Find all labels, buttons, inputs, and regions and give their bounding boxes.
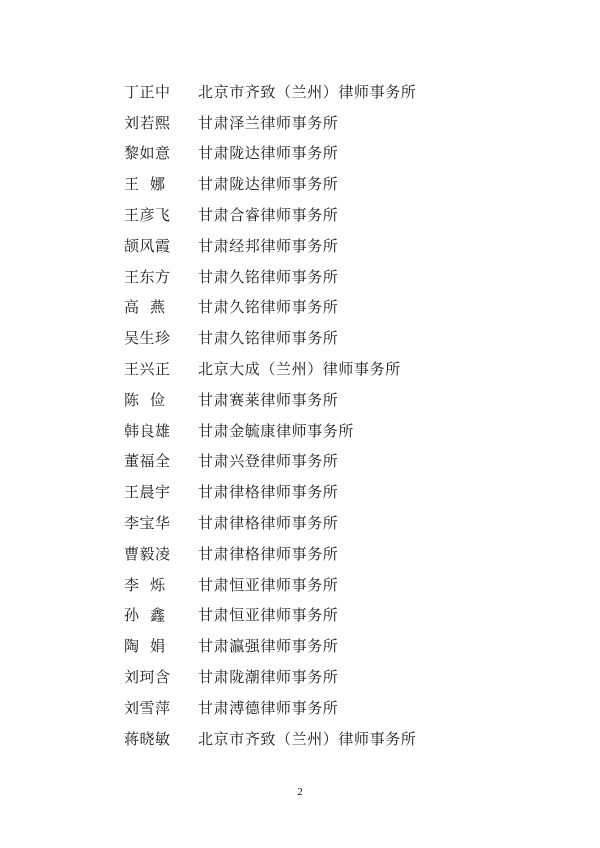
- law-firm-name: 甘肃经邦律师事务所: [198, 236, 339, 255]
- lawyer-name: 王 娜: [124, 175, 166, 194]
- law-firm-name: 甘肃久铭律师事务所: [198, 329, 339, 348]
- list-item: [124, 384, 564, 415]
- lawyer-name: 王彦飞: [124, 206, 171, 225]
- list-item: [124, 292, 564, 323]
- lawyer-name: 陈 俭: [124, 390, 166, 409]
- law-firm-name: 北京市齐致（兰州）律师事务所: [198, 82, 417, 101]
- lawyer-name: 董福全: [124, 452, 171, 471]
- list-item: [124, 415, 564, 446]
- lawyer-name: 曹毅凌: [124, 544, 171, 563]
- list-item: [124, 630, 564, 661]
- lawyer-name: 陶 娟: [124, 637, 166, 656]
- law-firm-name: 甘肃恒亚律师事务所: [198, 606, 339, 625]
- list-item: [124, 600, 564, 631]
- list-item: [124, 138, 564, 169]
- law-firm-name: 北京大成（兰州）律师事务所: [198, 360, 401, 379]
- list-item: [124, 507, 564, 538]
- list-item: [124, 446, 564, 477]
- list-item: [124, 76, 564, 107]
- law-firm-name: 甘肃合睿律师事务所: [198, 206, 339, 225]
- lawyer-name: 李 烁: [124, 575, 166, 594]
- lawyer-name: 刘若熙: [124, 113, 171, 132]
- list-item: [124, 353, 564, 384]
- law-firm-name: 甘肃溥德律师事务所: [198, 698, 339, 717]
- law-firm-name: 甘肃律格律师事务所: [198, 514, 339, 533]
- list-item: [124, 261, 564, 292]
- lawyer-name: 吴生珍: [124, 329, 171, 348]
- lawyer-name: 王晨宇: [124, 483, 171, 502]
- law-firm-name: 甘肃恒亚律师事务所: [198, 575, 339, 594]
- list-item: [124, 476, 564, 507]
- law-firm-name: 甘肃陇达律师事务所: [198, 144, 339, 163]
- lawyer-name: 颉风霞: [124, 236, 171, 255]
- law-firm-name: 甘肃赛莱律师事务所: [198, 390, 339, 409]
- page-number: 2: [297, 786, 303, 798]
- law-firm-name: 甘肃久铭律师事务所: [198, 298, 339, 317]
- law-firm-name: 甘肃久铭律师事务所: [198, 267, 339, 286]
- lawyer-name: 王兴正: [124, 360, 171, 379]
- list-item: [124, 538, 564, 569]
- lawyer-name: 孙 鑫: [124, 606, 166, 625]
- lawyer-name: 韩良雄: [124, 421, 171, 440]
- law-firm-name: 甘肃律格律师事务所: [198, 544, 339, 563]
- lawyer-name: 李宝华: [124, 514, 171, 533]
- lawyer-name: 蒋晓敏: [124, 729, 171, 748]
- law-firm-name: 甘肃陇潮律师事务所: [198, 668, 339, 687]
- law-firm-name: 甘肃律格律师事务所: [198, 483, 339, 502]
- lawyer-name: 高 燕: [124, 298, 166, 317]
- list-item: [124, 322, 564, 353]
- lawyer-name: 刘珂含: [124, 668, 171, 687]
- list-item: [124, 107, 564, 138]
- law-firm-name: 北京市齐致（兰州）律师事务所: [198, 729, 417, 748]
- lawyer-name: 黎如意: [124, 144, 171, 163]
- list-item: [124, 661, 564, 692]
- lawyer-name: 丁正中: [124, 82, 171, 101]
- law-firm-name: 甘肃陇达律师事务所: [198, 175, 339, 194]
- list-item: [124, 168, 564, 199]
- list-item: [124, 569, 564, 600]
- law-firm-name: 甘肃泽兰律师事务所: [198, 113, 339, 132]
- list-item: [124, 230, 564, 261]
- list-item: [124, 692, 564, 723]
- lawyer-name: 刘雪萍: [124, 698, 171, 717]
- list-item: [124, 723, 564, 754]
- law-firm-name: 甘肃金毓康律师事务所: [198, 421, 355, 440]
- law-firm-name: 甘肃兴登律师事务所: [198, 452, 339, 471]
- law-firm-name: 甘肃瀛强律师事务所: [198, 637, 339, 656]
- lawyer-name: 王东方: [124, 267, 171, 286]
- lawyer-list: [124, 76, 564, 754]
- list-item: [124, 199, 564, 230]
